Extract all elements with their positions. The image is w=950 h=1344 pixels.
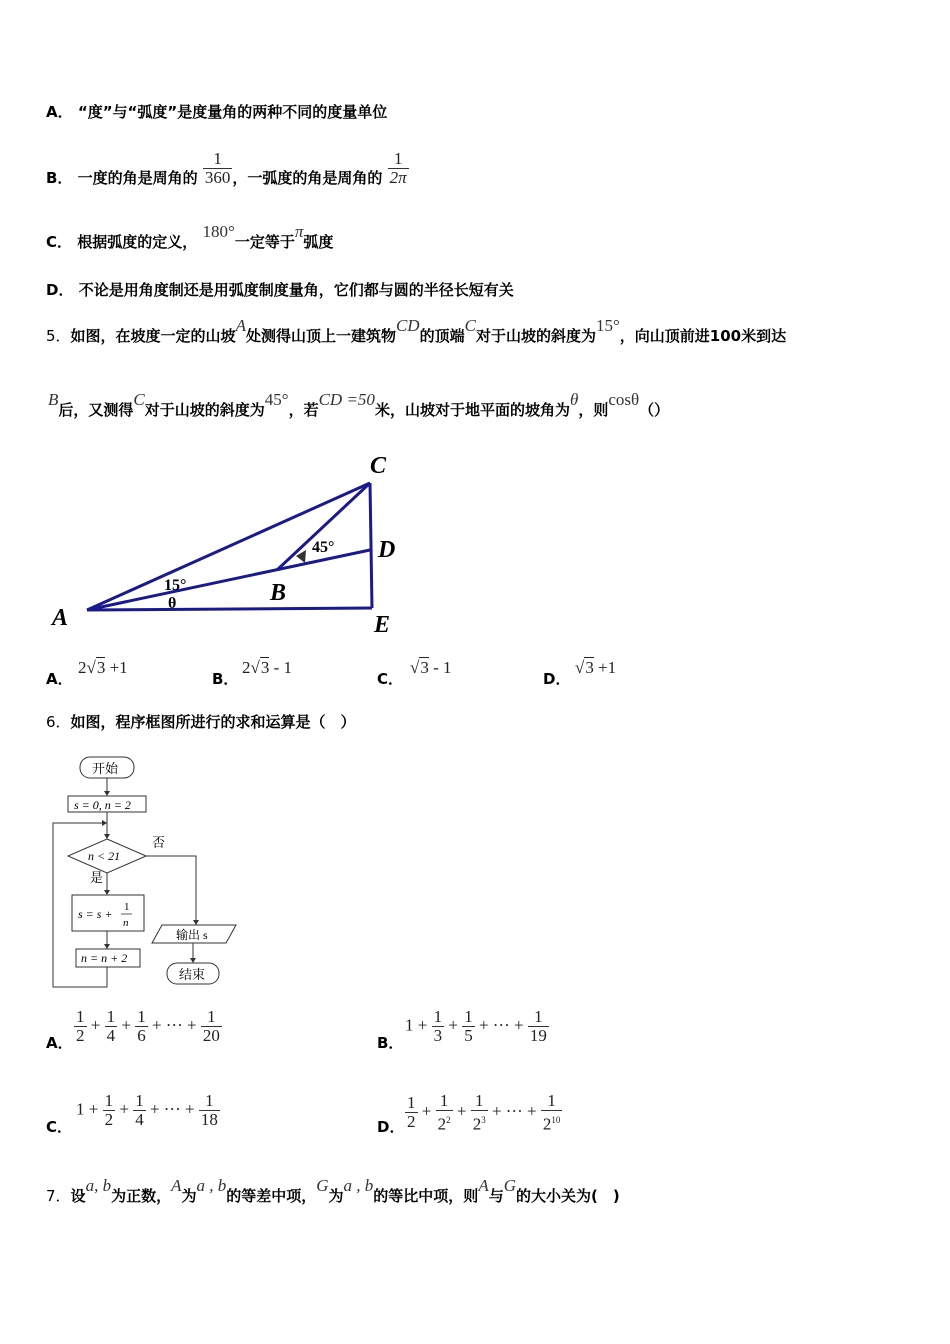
- question-number: 6．: [46, 713, 71, 731]
- math-15-degrees: 15°: [595, 316, 620, 335]
- sum-denominator: n: [123, 917, 129, 929]
- math-CD: CD: [395, 316, 420, 335]
- q4-option-b: [46, 149, 409, 197]
- label-E: E: [374, 612, 391, 638]
- fraction-1-360: [203, 150, 233, 187]
- numerator: 1: [528, 1008, 549, 1027]
- option-label-a: A．: [46, 1034, 73, 1052]
- q4-option-c: [46, 222, 334, 252]
- start-label: 开始: [92, 761, 119, 776]
- line-AE: [87, 608, 372, 610]
- ellipsis: + ··· +: [151, 1015, 197, 1035]
- output-label: 输出 s: [176, 928, 208, 942]
- update-label: n = n + 2: [81, 951, 128, 965]
- base: 2: [437, 1114, 447, 1134]
- radicand: 3: [420, 658, 429, 677]
- denominator: 2π: [389, 168, 407, 187]
- math-A: A: [171, 1176, 182, 1195]
- coef: 2: [78, 658, 87, 677]
- exponent: 3: [481, 1115, 486, 1125]
- math-A: A: [235, 316, 246, 335]
- denominator: 2: [407, 1112, 416, 1132]
- numerator: 1: [407, 1093, 416, 1113]
- label-theta: θ: [168, 595, 177, 612]
- option-label: C．: [46, 233, 73, 251]
- stem-text: 的等差中项，: [226, 1187, 317, 1205]
- option-text: “度”与“弧度”是度量角的两种不同的度量单位: [77, 103, 388, 121]
- option-label: D．: [46, 281, 74, 299]
- numerator: 1: [203, 150, 233, 169]
- denominator: 6: [137, 1026, 146, 1045]
- line-CE: [370, 483, 372, 608]
- option-text: 弧度: [303, 233, 334, 251]
- stem-text: 对于山坡的斜度为: [144, 401, 265, 419]
- math-C: C: [133, 390, 145, 409]
- math-C: C: [464, 316, 476, 335]
- q6-option-a-expr: $\frac{1}{2}$ + $\frac{1}{4}$ + $\frac{1}{6}$ + ··· + $\frac{1}{20}$: [76, 1007, 220, 1045]
- math-180-degrees: 180°: [202, 222, 235, 241]
- numerator: 1: [471, 1092, 488, 1111]
- numerator: 1: [388, 150, 409, 169]
- radicand: 3: [585, 658, 594, 677]
- math-G: G: [503, 1176, 516, 1195]
- denominator: 5: [464, 1026, 473, 1045]
- stem-text: 后，又测得: [58, 401, 134, 419]
- option-label-b: B．: [212, 670, 239, 688]
- option-b-expr: 2√3 - 1: [242, 658, 293, 677]
- q6-stem: [46, 712, 356, 732]
- numerator: 1: [201, 1008, 222, 1027]
- option-label-b: B．: [377, 1034, 404, 1052]
- numerator: 1: [464, 1007, 473, 1026]
- math-a-b: a, b: [85, 1176, 112, 1195]
- option-text: 根据弧度的定义，: [77, 233, 198, 251]
- label-B: B: [270, 580, 287, 606]
- exponent: 2: [446, 1115, 451, 1125]
- sum-numerator: 1: [124, 901, 130, 913]
- denominator: 20: [202, 1026, 220, 1045]
- q7-stem: [46, 1176, 620, 1206]
- lead: 1 +: [405, 1015, 428, 1035]
- denominator: 4: [135, 1110, 144, 1129]
- label-45-degrees: 45°: [312, 539, 335, 556]
- numerator: 1: [106, 1007, 116, 1026]
- ellipsis: + ··· +: [491, 1101, 537, 1121]
- math-45-degrees: 45°: [264, 390, 289, 409]
- stem-text: 的顶端: [419, 327, 465, 345]
- option-label-c: C．: [46, 1118, 73, 1136]
- tail: - 1: [269, 658, 293, 677]
- stem-text: ，若: [288, 401, 319, 419]
- option-text: 不论是用角度制还是用弧度制度量角，它们都与圆的半径长短有关: [78, 281, 514, 299]
- label-15-degrees: 15°: [164, 577, 187, 594]
- option-label-d: D．: [543, 670, 571, 688]
- option-label: B．: [46, 169, 73, 187]
- init-label: s = 0, n = 2: [74, 798, 131, 812]
- stem-text: ，则: [578, 401, 609, 419]
- stem-text: 与: [488, 1187, 504, 1205]
- stem-text: 为正数，: [111, 1187, 172, 1205]
- math-theta: θ: [569, 390, 579, 409]
- sum-label: s = s +: [78, 907, 113, 921]
- ellipsis: + ··· +: [478, 1015, 524, 1035]
- question-number: 7．: [46, 1187, 71, 1205]
- q6-option-d-expr: $\frac{1}{2}$ + $\frac{1}{2^2}$ + $\frac{1}{2^3}$ + ··· + $\frac{1}{2^{10}}$: [407, 1091, 561, 1134]
- stem-text: 处测得山顶上一建筑物: [245, 327, 396, 345]
- option-c-expr: √3 - 1: [410, 658, 452, 677]
- numerator: 1: [436, 1092, 453, 1111]
- stem-text: ，向山顶前进: [619, 327, 710, 345]
- label-C: C: [370, 453, 387, 479]
- numerator: 1: [135, 1091, 144, 1110]
- numerator: 1: [76, 1007, 85, 1026]
- ellipsis: + ··· +: [149, 1099, 195, 1119]
- option-label: A．: [46, 103, 73, 121]
- tail: +1: [105, 658, 128, 677]
- option-a-expr: 2√3 +1: [78, 658, 128, 677]
- numerator: 1: [137, 1007, 146, 1026]
- math-cos-theta: cosθ: [608, 390, 640, 409]
- math-cd-equals-50: CD =50: [318, 390, 375, 409]
- denominator: 19: [529, 1026, 547, 1045]
- q5-stem-line1: [46, 316, 787, 346]
- label-D: D: [378, 537, 396, 563]
- no-label: 否: [152, 835, 166, 850]
- denominator: 18: [200, 1110, 218, 1129]
- math-a-b: a , b: [196, 1176, 227, 1195]
- stem-text: 米到达: [741, 327, 787, 345]
- tail: - 1: [428, 658, 452, 677]
- option-d-expr: √3 +1: [575, 658, 617, 677]
- slope-figure: [40, 440, 420, 640]
- denominator: 2: [104, 1110, 114, 1129]
- denominator: 3: [433, 1026, 443, 1045]
- math-B: B: [48, 390, 59, 409]
- stem-text: 如图，程序框图所进行的求和运算是（ ）: [70, 713, 356, 731]
- coef: 2: [242, 658, 251, 677]
- q6-option-c-expr: 1 + $\frac{1}{2}$ + $\frac{1}{4}$ + ··· + $\frac{1}{18}$: [76, 1091, 218, 1129]
- condition-label: n < 21: [88, 849, 121, 863]
- tail: +1: [593, 658, 617, 677]
- q5-stem-line2: [48, 390, 670, 420]
- stem-text: 米，山坡对于地平面的坡角为: [374, 401, 570, 419]
- yes-label: 是: [90, 870, 104, 885]
- radicand: 3: [260, 658, 270, 677]
- option-label-a: A．: [46, 670, 73, 688]
- stem-number: 100: [709, 327, 742, 345]
- math-G: G: [316, 1176, 329, 1195]
- stem-text: 为: [181, 1187, 197, 1205]
- math-pi: π: [294, 222, 304, 241]
- option-label-d: D．: [377, 1118, 405, 1136]
- option-text: 一度的角是周角的: [77, 169, 198, 187]
- stem-text: （）: [639, 401, 670, 419]
- exponent: 10: [551, 1115, 561, 1125]
- denominator: 2: [76, 1026, 85, 1045]
- line-BC: [277, 483, 370, 570]
- stem-text: 设: [70, 1187, 86, 1205]
- option-text: 一定等于: [234, 233, 295, 251]
- stem-text: 的等比中项，则: [373, 1187, 479, 1205]
- stem-text: 的大小关为( ): [516, 1187, 620, 1205]
- denominator: 360: [204, 168, 231, 187]
- q6-option-b-expr: 1 + $\frac{1}{3}$ + $\frac{1}{5}$ + ··· + $\frac{1}{19}$: [405, 1007, 547, 1045]
- math-a-b: a , b: [343, 1176, 374, 1195]
- q4-option-d: [46, 280, 514, 300]
- numerator: 1: [199, 1092, 220, 1111]
- option-text: ，一弧度的角是周角的: [232, 169, 383, 187]
- stem-text: 对于山坡的斜度为: [475, 327, 596, 345]
- numerator: 1: [541, 1092, 563, 1111]
- base: 2: [542, 1114, 552, 1134]
- stem-text: 如图，在坡度一定的山坡: [70, 327, 236, 345]
- stem-text: 为: [328, 1187, 344, 1205]
- numerator: 1: [104, 1091, 114, 1110]
- lead: 1 +: [76, 1099, 99, 1119]
- option-label-c: C．: [377, 670, 404, 688]
- denominator: 4: [106, 1026, 116, 1045]
- base: 2: [472, 1114, 482, 1134]
- line-AD: [87, 550, 370, 610]
- radicand: 3: [96, 658, 106, 677]
- label-A: A: [52, 605, 69, 631]
- question-number: 5．: [46, 327, 71, 345]
- math-A: A: [478, 1176, 489, 1195]
- q4-option-a: [46, 102, 387, 122]
- numerator: 1: [433, 1007, 443, 1026]
- end-label: 结束: [179, 967, 206, 982]
- flowchart: [46, 750, 256, 995]
- fraction-1-2pi: [388, 150, 409, 187]
